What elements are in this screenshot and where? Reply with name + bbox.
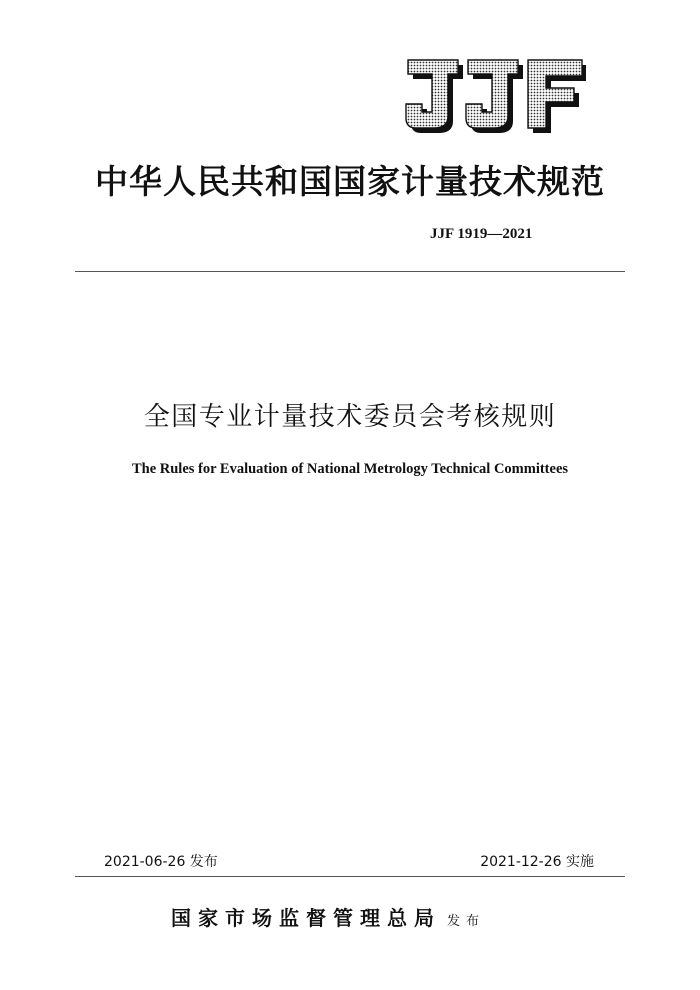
document-title-english: The Rules for Evaluation of National Metrology Technical Committees	[131, 461, 569, 477]
document-title-chinese: 全国专业计量技术委员会考核规则	[143, 402, 557, 432]
footer-divider	[75, 876, 625, 877]
jjf-logo	[404, 58, 586, 134]
issuer-line	[171, 902, 485, 931]
document-number: JJF 1919—2021	[430, 226, 533, 242]
header-divider	[75, 271, 625, 272]
issue-action: 发布	[447, 914, 486, 929]
standard-category-title: 中华人民共和国国家计量技术规范	[95, 162, 605, 201]
implementation-date: 2021-12-26 实施	[480, 854, 594, 870]
issue-date: 2021-06-26 发布	[104, 854, 218, 870]
issuing-authority: 国家市场监督管理总局	[171, 906, 441, 930]
